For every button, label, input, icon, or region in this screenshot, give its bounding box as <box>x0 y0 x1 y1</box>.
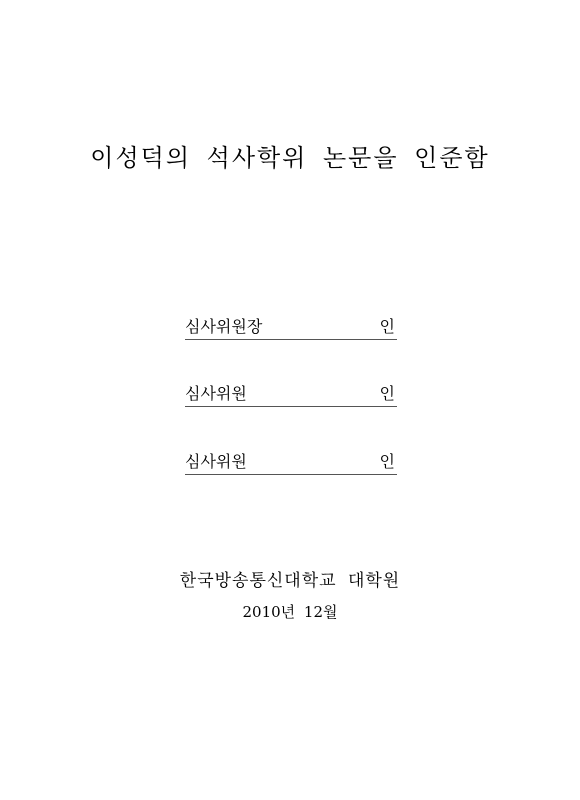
signature-line-member-2 <box>185 452 397 475</box>
signature-seal-mark: 인 <box>379 384 395 403</box>
signature-line-chair <box>185 317 397 340</box>
signature-seal-mark: 인 <box>379 317 395 336</box>
signature-role: 심사위원장 <box>185 317 263 336</box>
signature-line-member-1 <box>185 384 397 407</box>
institution-name: 한국방송통신대학교 대학원 <box>179 571 401 591</box>
approval-title: 이성덕의 석사학위 논문을 인준함 <box>90 144 490 172</box>
signature-role: 심사위원 <box>185 452 247 471</box>
signature-seal-mark: 인 <box>379 452 395 471</box>
signature-role: 심사위원 <box>185 384 247 403</box>
approval-date: 2010년 12월 <box>242 603 338 621</box>
